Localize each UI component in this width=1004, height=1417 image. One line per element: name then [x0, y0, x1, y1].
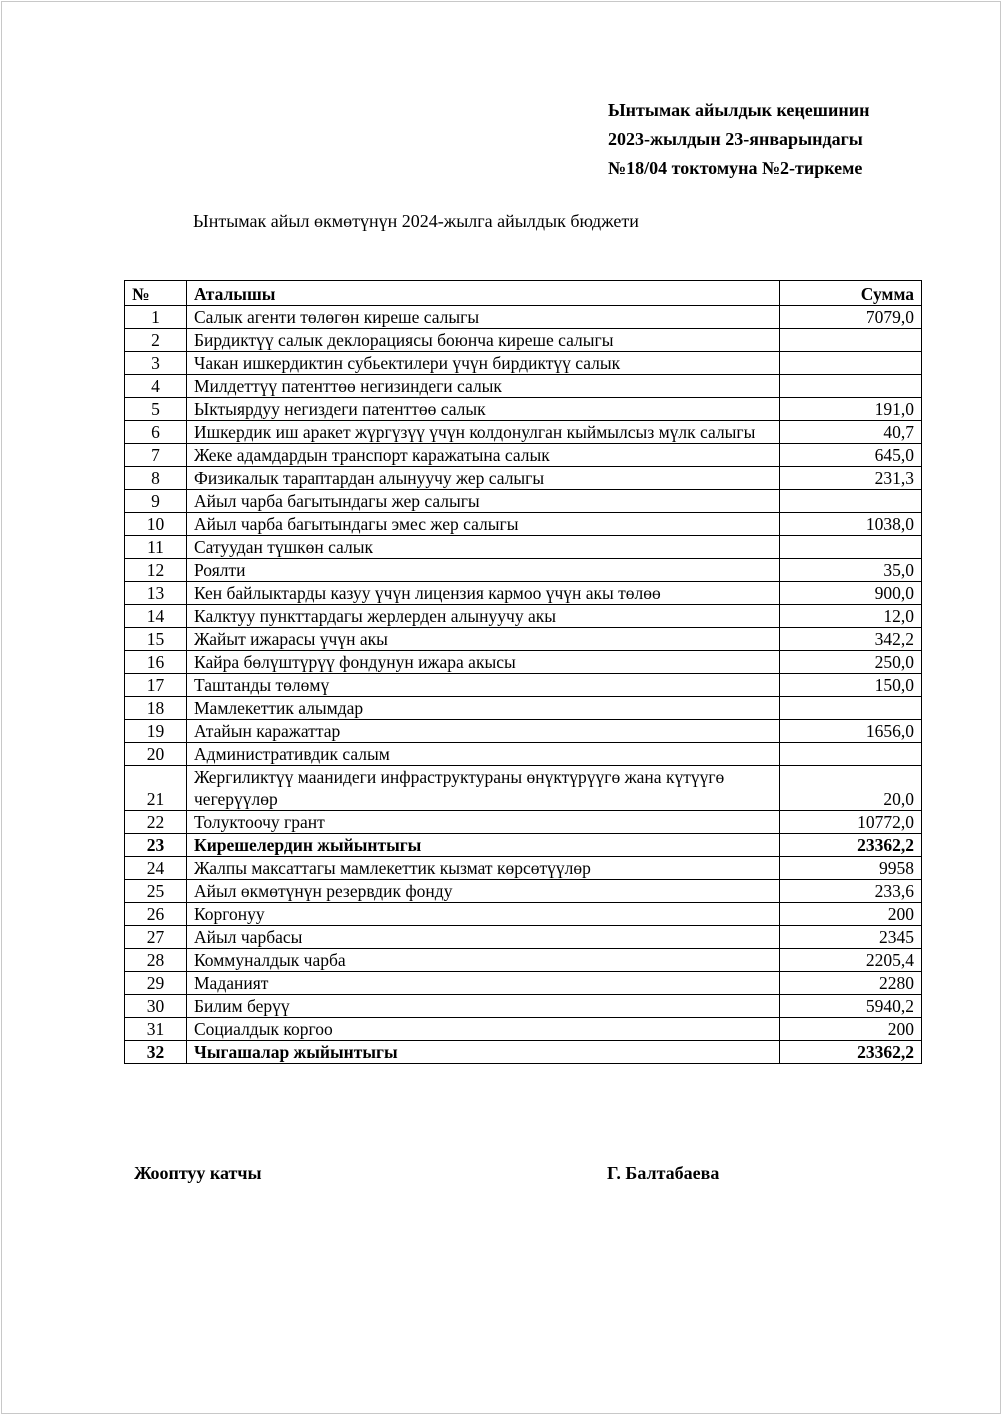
- row-name: Атайын каражаттар: [187, 720, 780, 743]
- row-number: 16: [125, 651, 187, 674]
- table-row: [125, 536, 922, 559]
- row-amount: 2205,4: [780, 949, 922, 972]
- row-number: 5: [125, 398, 187, 421]
- row-name: Айыл чарба багытындагы эмес жер салыгы: [187, 513, 780, 536]
- row-name: Коммуналдык чарба: [187, 949, 780, 972]
- row-name: Сатуудан түшкөн салык: [187, 536, 780, 559]
- row-name: Административдик салым: [187, 743, 780, 766]
- header-line-2: 2023-жылдын 23-январындагы: [608, 129, 863, 149]
- row-number: 24: [125, 857, 187, 880]
- table-row: [125, 651, 922, 674]
- row-name: Ыктыярдуу негиздеги патенттөө салык: [187, 398, 780, 421]
- row-name: Мамлекеттик алымдар: [187, 697, 780, 720]
- row-amount: [780, 536, 922, 559]
- row-name: Салык агенти төлөгөн киреше салыгы: [187, 306, 780, 329]
- row-name: Физикалык тараптардан алынуучу жер салыгы: [187, 467, 780, 490]
- row-name: Коргонуу: [187, 903, 780, 926]
- row-amount: 250,0: [780, 651, 922, 674]
- row-name: Маданият: [187, 972, 780, 995]
- row-name: Роялти: [187, 559, 780, 582]
- row-number: 25: [125, 880, 187, 903]
- table-row: [125, 972, 922, 995]
- table-row: [125, 513, 922, 536]
- table-row: [125, 444, 922, 467]
- row-number: 6: [125, 421, 187, 444]
- row-amount: 23362,2: [780, 1041, 922, 1064]
- row-name: Бирдиктүү салык деклорациясы боюнча киреше салыгы: [187, 329, 780, 352]
- row-name: Чакан ишкердиктин субьектилери үчүн бирдиктүү салык: [187, 352, 780, 375]
- row-number: 30: [125, 995, 187, 1018]
- row-number: 18: [125, 697, 187, 720]
- row-name: Жеке адамдардын транспорт каражатына салык: [187, 444, 780, 467]
- table-row: [125, 720, 922, 743]
- row-amount: [780, 329, 922, 352]
- header-name: Аталышы: [187, 281, 780, 306]
- row-number: 2: [125, 329, 187, 352]
- row-number: 4: [125, 375, 187, 398]
- row-amount: 9958: [780, 857, 922, 880]
- row-amount: 10772,0: [780, 811, 922, 834]
- header-num: №: [125, 281, 187, 306]
- budget-table: [124, 280, 922, 1064]
- row-amount: 5940,2: [780, 995, 922, 1018]
- table-row: [125, 559, 922, 582]
- row-amount: 23362,2: [780, 834, 922, 857]
- row-number: 3: [125, 352, 187, 375]
- row-number: 32: [125, 1041, 187, 1064]
- table-row: [125, 421, 922, 444]
- table-row: [125, 306, 922, 329]
- row-amount: 191,0: [780, 398, 922, 421]
- row-name: Толуктоочу грант: [187, 811, 780, 834]
- table-row: [125, 857, 922, 880]
- row-amount: 2345: [780, 926, 922, 949]
- row-name: Кайра бөлүштүрүү фондунун ижара акысы: [187, 651, 780, 674]
- table-row: [125, 1041, 922, 1064]
- table-row: [125, 352, 922, 375]
- row-name: Таштанды төлөмү: [187, 674, 780, 697]
- row-name: Айыл чарбасы: [187, 926, 780, 949]
- table-row: [125, 605, 922, 628]
- row-name: Жайыт ижарасы үчүн акы: [187, 628, 780, 651]
- row-number: 23: [125, 834, 187, 857]
- table-row: [125, 1018, 922, 1041]
- row-amount: [780, 697, 922, 720]
- row-amount: [780, 352, 922, 375]
- table-header-row: [125, 281, 922, 306]
- table-row: [125, 766, 922, 811]
- row-number: 14: [125, 605, 187, 628]
- table-row: [125, 926, 922, 949]
- table-row: [125, 674, 922, 697]
- table-row: [125, 834, 922, 857]
- table-row: [125, 903, 922, 926]
- row-amount: 40,7: [780, 421, 922, 444]
- table-row: [125, 811, 922, 834]
- row-number: 22: [125, 811, 187, 834]
- header-amount: Сумма: [780, 281, 922, 306]
- row-name: Жалпы максаттагы мамлекеттик кызмат көрсөтүүлөр: [187, 857, 780, 880]
- row-name: Жергиликтүү маанидеги инфраструктураны өнүктүрүүгө жана күтүүгө чегерүүлөр: [187, 766, 780, 811]
- table-row: [125, 467, 922, 490]
- row-number: 19: [125, 720, 187, 743]
- row-number: 26: [125, 903, 187, 926]
- row-name: Кирешелердин жыйынтыгы: [187, 834, 780, 857]
- row-number: 12: [125, 559, 187, 582]
- row-number: 15: [125, 628, 187, 651]
- header-line-1: Ынтымак айылдык кеңешинин: [608, 100, 870, 120]
- row-amount: [780, 490, 922, 513]
- row-number: 13: [125, 582, 187, 605]
- row-number: 20: [125, 743, 187, 766]
- row-number: 7: [125, 444, 187, 467]
- row-amount: 231,3: [780, 467, 922, 490]
- table-row: [125, 375, 922, 398]
- table-row: [125, 329, 922, 352]
- row-amount: 20,0: [780, 766, 922, 811]
- row-number: 11: [125, 536, 187, 559]
- row-name: Билим берүү: [187, 995, 780, 1018]
- signer-role: Жооптуу катчы: [134, 1163, 262, 1183]
- table-row: [125, 743, 922, 766]
- row-number: 10: [125, 513, 187, 536]
- row-name: Чыгашалар жыйынтыгы: [187, 1041, 780, 1064]
- row-number: 21: [125, 766, 187, 811]
- table-row: [125, 398, 922, 421]
- table-row: [125, 880, 922, 903]
- table-row: [125, 697, 922, 720]
- row-number: 27: [125, 926, 187, 949]
- row-number: 28: [125, 949, 187, 972]
- row-amount: 2280: [780, 972, 922, 995]
- row-number: 31: [125, 1018, 187, 1041]
- row-amount: 12,0: [780, 605, 922, 628]
- row-amount: [780, 743, 922, 766]
- row-number: 17: [125, 674, 187, 697]
- row-number: 8: [125, 467, 187, 490]
- row-number: 29: [125, 972, 187, 995]
- row-number: 1: [125, 306, 187, 329]
- row-amount: 150,0: [780, 674, 922, 697]
- table-row: [125, 582, 922, 605]
- row-amount: 35,0: [780, 559, 922, 582]
- document-title: Ынтымак айыл өкмөтүнүн 2024-жылга айылдык бюджети: [193, 211, 639, 231]
- approval-header: [608, 96, 869, 183]
- row-name: Ишкердик иш аракет жүргүзүү үчүн колдонулган кыймылсыз мүлк салыгы: [187, 421, 780, 444]
- row-amount: 900,0: [780, 582, 922, 605]
- budget-table-body: [125, 306, 922, 1064]
- row-name: Кен байлыктарды казуу үчүн лицензия кармоо үчүн акы төлөө: [187, 582, 780, 605]
- row-amount: 7079,0: [780, 306, 922, 329]
- row-number: 9: [125, 490, 187, 513]
- table-row: [125, 995, 922, 1018]
- row-name: Айыл чарба багытындагы жер салыгы: [187, 490, 780, 513]
- signer-name: Г. Балтабаева: [607, 1163, 720, 1183]
- row-name: Социалдык коргоо: [187, 1018, 780, 1041]
- table-row: [125, 949, 922, 972]
- table-row: [125, 490, 922, 513]
- row-amount: [780, 375, 922, 398]
- row-name: Калктуу пункттардагы жерлерден алынуучу акы: [187, 605, 780, 628]
- row-amount: 200: [780, 1018, 922, 1041]
- row-amount: 645,0: [780, 444, 922, 467]
- row-amount: 1656,0: [780, 720, 922, 743]
- row-name: Милдеттүү патенттөө негизиндеги салык: [187, 375, 780, 398]
- row-amount: 342,2: [780, 628, 922, 651]
- row-amount: 233,6: [780, 880, 922, 903]
- header-line-3: №18/04 токтомуна №2-тиркеме: [608, 158, 863, 178]
- row-amount: 200: [780, 903, 922, 926]
- row-amount: 1038,0: [780, 513, 922, 536]
- table-row: [125, 628, 922, 651]
- row-name: Айыл өкмөтүнүн резервдик фонду: [187, 880, 780, 903]
